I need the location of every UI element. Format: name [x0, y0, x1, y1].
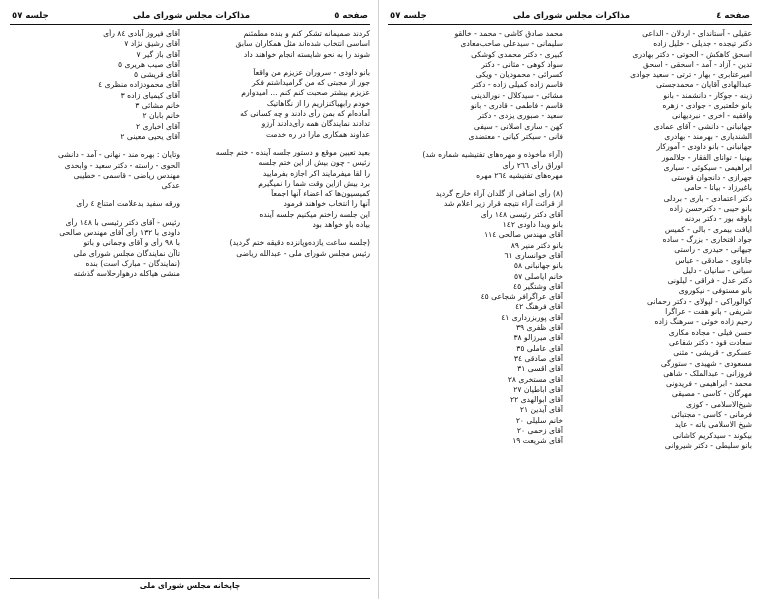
text-line: خانم سلیلی ٢٠ [515, 415, 563, 425]
text-line: خانم مشائی ٣ [135, 101, 180, 111]
text-line: آقای باز گیر ٧ [136, 49, 180, 59]
text-line: آقای اخباری ٢ [136, 121, 180, 131]
text-line: بانو ویدا داودی ١٤٢ [502, 220, 563, 230]
spacer [10, 191, 180, 199]
text-line: جهانبانی - دانشی - آقای عمادی [653, 121, 752, 131]
text-line: وتایان : بهره مند - نهانی - آمد - دانشی [58, 150, 180, 160]
text-line: آقای مستخری ٢٨ [507, 374, 563, 384]
text-line: محمد صادق کاشی - محمد - خالقو [454, 29, 563, 38]
text-line: داودی با ١٣٢ رأی آقای مهندس صالحی [59, 228, 180, 238]
text-line: آقای کیمیای زاده ٣ [120, 90, 180, 100]
text-line: امیرعتابری - بهار - ترتی - سعید جوادی [630, 70, 752, 80]
text-line: آقای شریعت ١٩ [512, 436, 563, 446]
text-line: آقای میرزالو ٣٨ [513, 333, 563, 343]
text-line: ابراهیمی - سیکوئی - سیاری [663, 162, 752, 172]
text-line: منشی هیاکله درهوارحلاسه گذشته [73, 269, 180, 279]
text-line: الحوی - راسته - دکتر سعید - وابحدی [64, 160, 180, 170]
text-line: تاآن نمایندگان مجلس شورای ملی [73, 248, 180, 258]
text-line: آقای وشتگیر ٤٥ [513, 281, 563, 291]
text-line: آقای فیروز آبادی ٨٤ رأی [103, 29, 180, 38]
text-line: خانم بابان ٢ [142, 111, 180, 121]
text-line: آقای خوانساری ٦١ [504, 250, 563, 260]
text-line: دکتر اعتمادی - باری - بردلی [663, 193, 752, 203]
text-line: کمیسیون‌ها که اعضاء آنها اجمعاً [271, 189, 370, 199]
text-line: ورقه سفید بدعلامت امتناع ٤ رأی [76, 199, 180, 209]
text-line: سعید - صبوری یزدی - دکتر [477, 111, 563, 121]
text-line: آقای آیدین ٢١ [519, 405, 563, 415]
text-line: آقای زحمی ٢٠ [516, 425, 563, 435]
text-line: آقای عراگرافر شجاعی ٤٥ [480, 292, 563, 302]
text-line: خودم رابهیاکنزاریم را از نگاهاتیک [266, 98, 370, 108]
text-line: عبدالهادی آقایان - محمدجستی [656, 80, 752, 90]
text-line: آقای فرهنگ ٤٢ [515, 302, 563, 312]
left-book-title: مذاکرات مجلس شورای ملی [132, 10, 251, 21]
text-line: بانو سلیطی - دکتر شیروانی [664, 440, 752, 450]
text-line: ایافت بیمری - بالی - کمیس [664, 224, 752, 234]
spacer [388, 142, 563, 150]
text-line: قاسم - فاطمی - قادری - بانو [470, 101, 563, 111]
text-line: عسکری - قریشی - مثنی [673, 348, 752, 358]
text-line: جهانبانی - بانو داودی - آمورکار [656, 142, 752, 152]
text-line: آنها را انتخاب خواهند فرمود [283, 199, 370, 209]
right-page-tally-column [388, 29, 573, 451]
text-line: فانی - سیکتر کیانی - معتضدی [468, 131, 563, 141]
text-line: آقای صیب هریری ٥ [118, 59, 180, 69]
text-line: آقای قریشی ٥ [134, 70, 180, 80]
text-line: زینه - جوکار - دانشمند - بانو [663, 90, 752, 100]
text-line: سلیمانی - سیدعلی صاحب‌معادی [460, 39, 563, 49]
text-line: دکتر تیجده - جدیلی - خلیل زاده [653, 39, 752, 49]
text-line: کهن - ساری اصلانی - سیفی [473, 121, 563, 131]
text-line: آقای پوربزرداری ٤١ [501, 312, 563, 322]
text-line: مهرگان - کاسی - مصیقی [671, 389, 752, 399]
text-line: از قرائت آراء نتیجه قرار زیر اعلام شد [443, 199, 563, 209]
left-page [10, 8, 370, 591]
page-gutter [378, 0, 379, 599]
text-line: (٨) رأی اضافی از گلدان آراء خارج گردید [435, 189, 563, 199]
text-line: آقای رشیق نژاد ٧ [124, 39, 180, 49]
left-page-columns [10, 29, 370, 280]
right-page-names-column [573, 29, 752, 451]
text-line: برد بیش ازاین وقت شما را نمیگیرم [258, 178, 370, 188]
text-line: فروزانی - عبدالملک - شاهی [663, 368, 752, 378]
spacer [388, 181, 563, 189]
text-line: تدین - آزاد - آمد - اسحقی - اسحق [643, 59, 752, 69]
text-line: رئیس مجلس شورای ملی - عبدالله ریاضی [236, 248, 370, 258]
text-line: بانو جهانبانی ٥٨ [513, 261, 563, 271]
text-line: وافقیه - اخری - نبردیهانی [671, 111, 752, 121]
text-line: بانو دکتر منیر ٨٩ [510, 240, 563, 250]
text-line: رحیم زاده خوئی - سرهنگ زاده [654, 317, 752, 327]
right-page-number: صفحه ٤ [716, 10, 750, 21]
text-line: را لقا میفرمایند اکر اجازه بفرمایید [262, 168, 370, 178]
text-line: اوراق رأی ٢٦٦ رأی [502, 160, 563, 170]
text-line: جیهانی - حیدری - راستی [674, 245, 752, 255]
text-line: قاسم زاده کمیلی زاده - دکتر [471, 80, 563, 90]
text-line: رئیس - آقای دکتر رئیسی با ١٤٨ رأی [65, 217, 180, 227]
text-line: بیکوند - سیدکریم کاشانی [672, 430, 752, 440]
spacer [190, 230, 370, 238]
text-line: اسحق کاهکش - الحوتی - دکتر بهادری [632, 49, 752, 59]
printer-footer: چاپخانه مجلس شورای ملی [10, 578, 370, 591]
left-page-header [10, 8, 370, 25]
text-line: (نمایندگان - مبارک است) بنده [85, 258, 180, 268]
text-line: الشندیاری - بهرمند - بهادری [664, 131, 752, 141]
text-line: کردند صمیمانه تشکر کنم و بنده مطمئنم [243, 29, 370, 38]
text-line: آقای ظفری ٣٩ [515, 323, 563, 333]
text-line: با ٩٨ رأی و آقای وجمانی و باتو [83, 238, 180, 248]
text-line: محمد - ابراهیمی - فریدونی [665, 379, 752, 389]
text-line: باغیرزاد - بیانا - حامی [684, 183, 752, 193]
text-line: بانو حیبی - دکترحسن زاده [669, 204, 752, 214]
spacer [10, 210, 180, 218]
text-line: حسن فیلی - مجاده مکاری [668, 327, 752, 337]
text-line: مهره‌های تفتیشیه ٢٦٤ مهره [476, 170, 563, 180]
text-line: (آراء مأخوذه و مهره‌های تفتیشیه شماره شد) [422, 150, 563, 160]
text-line: کسرائی - محمودیان - ویکی [475, 70, 563, 80]
text-line: سیانی - سانیان - دلیل [682, 265, 752, 275]
right-session-label: جلسه ٥٧ [390, 10, 427, 21]
left-page-votes-column [10, 29, 190, 280]
text-line: (جلسه ساعت یازده‌وپانزده دقیقه ختم گردید) [229, 238, 370, 248]
text-line: بیاده باو خواهد بود [312, 220, 370, 230]
text-line: بهنیا - توانای الفقار - جلالمور [661, 152, 752, 162]
text-line: بانو داودی - سروران عزیزم من واقعاً [253, 67, 370, 77]
text-line: باوقه بور - دکتر بردنه [684, 214, 752, 224]
text-line: بعید تعیین موقع و دستور جلسه آینده - ختم جلسه [215, 147, 370, 157]
text-line: مسعودی - شهیدی - ستورگی [660, 358, 752, 368]
text-line: جهرازی - دانجوان قوستی [671, 173, 752, 183]
text-line: این جلسه راختم میکنیم جلسه آینده [259, 209, 370, 219]
spacer [190, 60, 370, 68]
spacer [190, 140, 370, 148]
text-line: بانو خلعتبری - جوادی - زهره [662, 101, 752, 111]
text-line: شوند را به نحو شایسته انجام خواهند داد [243, 49, 370, 59]
text-line: آقای اقسی ٣١ [517, 364, 563, 374]
text-line: خانم ایاصلی ٥٧ [513, 271, 563, 281]
text-line: عداوند همکاری مارا در ره خدمت [265, 129, 370, 139]
text-line: عزیزم بیشتر صحبت کنم کنم ... امیدوارم [241, 88, 370, 98]
text-line: مشائی - سیدکلال - نورالدینی [471, 90, 563, 100]
text-line: بانو مستوفی - نیکوروی [678, 286, 752, 296]
text-line: شیخ‌الاسلامی - کوزی [685, 399, 752, 409]
text-line: جاناوی - صادقی - عباس [675, 255, 752, 265]
text-line: شیخ الاسلامی باته - عاید [674, 420, 752, 430]
text-line: مهندس ریاضی - قاسمی - خطیبی [73, 170, 180, 180]
text-line: سواد کوهی - مثانی - دکتر [481, 59, 563, 69]
text-line: شریفی - بانو هفت - عراگرا [665, 307, 752, 317]
text-line: آقای عاملی ٣٥ [516, 343, 563, 353]
text-line: آقای مهندس صالحی ١١٤ [484, 230, 563, 240]
text-line: سعادت قود - دکتر شفاعی [668, 337, 752, 347]
text-line: جواد افتخاری - بزرگ - ساده [662, 234, 752, 244]
text-line: کوالوراکی - لپولای - دکتر رحمانی [647, 296, 752, 306]
text-line: تدادند نمایندگان همه رأی‌دادند آرزو [261, 119, 370, 129]
right-page-header [388, 8, 752, 25]
text-line: آقای اباطیان ٢٧ [513, 384, 563, 394]
text-line: دکتر عدل - فراقی - لیلونی [667, 276, 752, 286]
text-line: فرمانی - کاسی - مجتبائی [671, 409, 752, 419]
text-line: کبیری - دکتر محمدی کوشکی [471, 49, 563, 59]
right-page [388, 8, 752, 591]
text-line: جور از مجبتی که من گرامیداشتم فکر [251, 78, 370, 88]
left-page-number: صفحه ٥ [334, 10, 368, 21]
text-line: اساسی انتخاب شده‌اند مثل همکاران سابق [235, 39, 370, 49]
text-line: رئیس - چون بیش از این ختم جلسه [258, 158, 370, 168]
text-line: آماده‌ام که بمن رأی دادند و چه کسانی که [240, 109, 370, 119]
left-page-text-column [190, 29, 370, 280]
text-line: آقای صادقی ٣٤ [513, 353, 563, 363]
text-line: آقای ابوالهدی ٢٢ [510, 395, 563, 405]
text-line: عدکی [161, 181, 180, 191]
left-session-label: جلسه ٥٧ [12, 10, 49, 21]
text-line: آقای دکتر رئیسی ١٤٨ رأی [480, 209, 563, 219]
text-line: آقای محمودزاده منظری ٤ [98, 80, 180, 90]
spacer [10, 142, 180, 150]
right-page-columns [388, 29, 752, 451]
text-line: عقیلی - آستاندای - اردلان - الداعی [642, 29, 752, 38]
right-book-title: مذاکرات مجلس شورای ملی [512, 10, 631, 21]
text-line: آقای یحیی معینی ٢ [120, 131, 180, 141]
